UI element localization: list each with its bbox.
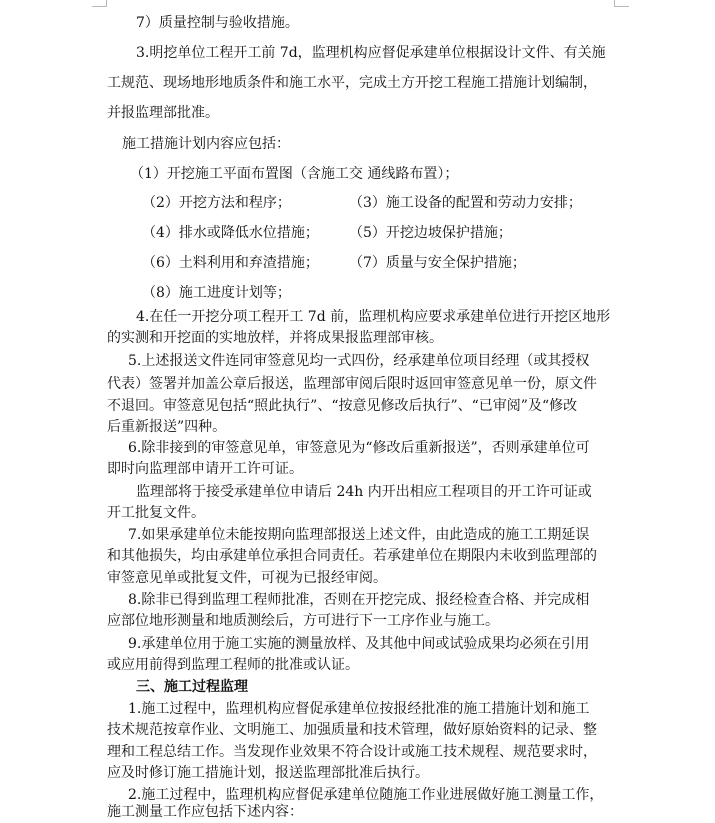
plan-item-1: （1）开挖施工平面布置图（含施工交 通线路布置）； — [130, 166, 459, 182]
paragraph-5-line-1: 5.上述报送文件连同审签意见均一式四份，经承建单位项目经理（或其授权 — [128, 353, 590, 369]
paragraph-10-line-3: 理和工程总结工作。当发现作业效果不符合设计或施工技术规程、规范要求时， — [107, 744, 597, 760]
plan-item-4: （4）排水或降低水位措施； — [142, 225, 319, 241]
paragraph-5-line-3: 不退回。审签意见包括“照此执行”、“按意见修改后执行”、“已审阅”及“修改 — [107, 398, 578, 414]
paragraph-4-line-1: 4.在任一开挖分项工程开工 7d 前，监理机构应要求承建单位进行开挖区地形 — [136, 309, 611, 325]
paragraph-3-line-1: 3.明挖单位工程开工前 7d，监理机构应督促承建单位根据设计文件、有关施 — [136, 45, 606, 61]
paragraph-6-line-1: 6.除非接到的审签意见单，审签意见为“修改后重新报送”，否则承建单位可 — [128, 440, 590, 456]
margin-corner-right — [614, 0, 629, 7]
paragraph-10-line-1: 1.施工过程中，监理机构应督促承建单位按报经批准的施工措施计划和施工 — [128, 701, 590, 717]
paragraph-10-line-2: 技术规范按章作业、文明施工、加强质量和技术管理，做好原始资料的记录、整 — [107, 722, 597, 738]
paragraph-8-line-1: 8.除非已得到监理工程师批准，否则在开挖完成、报经检查合格、并完成相 — [128, 592, 590, 608]
office-note-line-1: 监理部将于接受承建单位申请后 24h 内开出相应工程项目的开工许可证或 — [136, 484, 592, 500]
paragraph-7-line-1: 7.如果承建单位未能按期向监理部报送上述文件，由此造成的施工工期延误 — [128, 527, 590, 543]
paragraph-5-line-2: 代表）签署并加盖公章后报送，监理部审阅后限时返回审签意见单一份，原文件 — [107, 376, 597, 392]
section-heading-construction-supervision: 三、施工过程监理 — [136, 679, 248, 695]
paragraph-9-line-1: 9.承建单位用于施工实施的测量放样、及其他中间或试验成果均必须在引用 — [128, 636, 590, 652]
plan-item-8: （8）施工进度计划等； — [142, 285, 291, 301]
plan-item-3: （3）施工设备的配置和劳动力安排； — [349, 195, 582, 211]
plan-item-5: （5）开挖边坡保护措施； — [349, 225, 512, 241]
paragraph-3-line-2: 工规范、现场地形地质条件和施工水平，完成土方开挖工程施工措施计划编制， — [107, 75, 597, 91]
paragraph-3-line-3: 并报监理部批准。 — [107, 105, 219, 121]
office-note-line-2: 开工批复文件。 — [107, 505, 205, 521]
margin-corner-left — [92, 0, 107, 7]
plan-item-7: （7）质量与安全保护措施； — [349, 255, 526, 271]
paragraph-8-line-2: 应部位地形测量和地质测绘后，方可进行下一工序作业与施工。 — [107, 613, 499, 629]
plan-content-heading: 施工措施计划内容应包括： — [122, 136, 290, 152]
list-item-quality-control: 7）质量控制与验收措施。 — [136, 15, 299, 31]
paragraph-7-line-3: 审签意见单或批复文件，可视为已报经审阅。 — [107, 570, 387, 586]
paragraph-4-line-2: 的实测和开挖面的实地放样，并将成果报监理部审核。 — [107, 330, 443, 346]
plan-item-6: （6）土料利用和弃渣措施； — [142, 255, 319, 271]
plan-item-2: （2）开挖方法和程序； — [142, 195, 291, 211]
paragraph-11-line-1: 2.施工过程中，监理机构应督促承建单位随施工作业进展做好施工测量工作， — [128, 787, 604, 803]
paragraph-11-line-2: 施工测量工作应包括下述内容： — [107, 804, 303, 820]
paragraph-9-line-2: 或应用前得到监理工程师的批准或认证。 — [107, 657, 359, 673]
paragraph-7-line-2: 和其他损失，均由承建单位承担合同责任。若承建单位在期限内未收到监理部的 — [107, 548, 597, 564]
paragraph-6-line-2: 即时向监理部申请开工许可证。 — [107, 461, 303, 477]
paragraph-10-line-4: 应及时修订施工措施计划，报送监理部批准后执行。 — [107, 765, 429, 781]
paragraph-5-line-4: 后重新报送”四种。 — [107, 419, 227, 435]
